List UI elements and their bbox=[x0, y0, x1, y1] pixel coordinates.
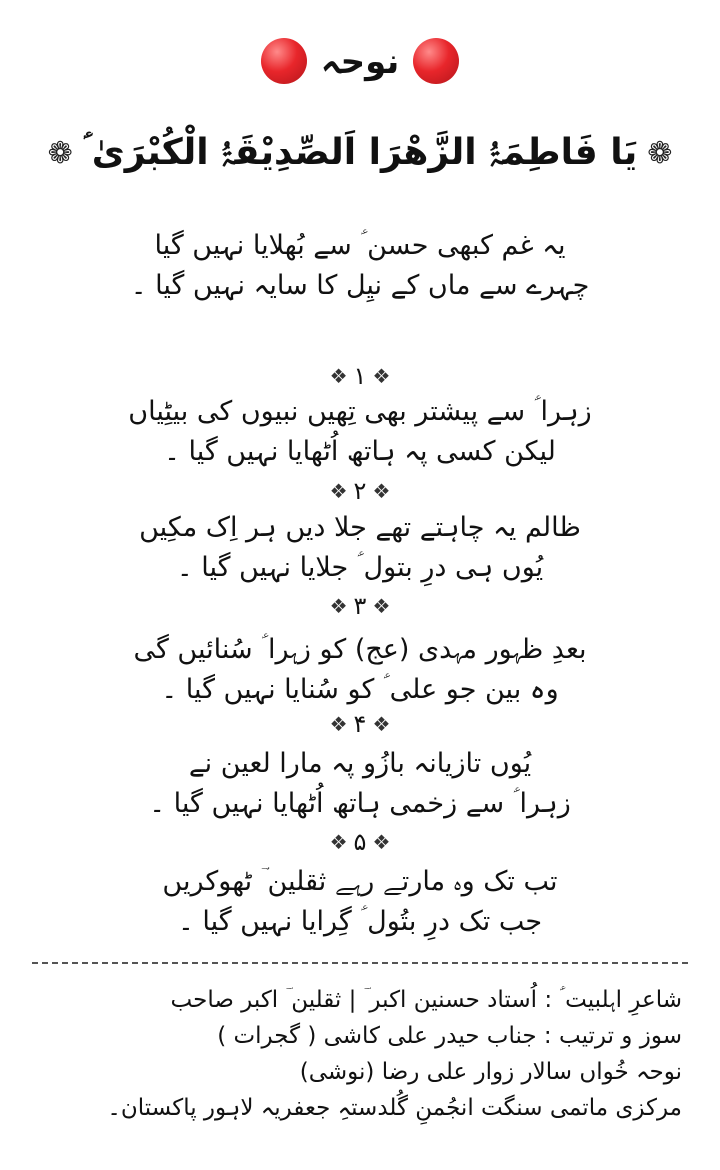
stanza-line: لیکن کسی پہ ہاتھ اُٹھایا نہیں گیا ۔ bbox=[164, 436, 556, 467]
ornament-icon: ❖ bbox=[329, 594, 348, 618]
stanza-number: ۵ bbox=[353, 828, 367, 856]
ornament-icon: ❖ bbox=[372, 830, 391, 854]
refrain-line: یہ غم کبھی حسن ؑ سے بُھلایا نہیں گیا bbox=[154, 230, 566, 261]
title-row bbox=[0, 38, 720, 84]
ornament-icon: ❁ bbox=[47, 135, 73, 171]
stanza-line: بعدِ ظہور مہدی (عج) کو زہرا ؑ سُنائیں گی bbox=[133, 634, 587, 665]
refrain bbox=[0, 226, 720, 306]
credit-organization: مرکزی ماتمی سنگت انجُمنِ گُلدستہِ جعفریہ لاہور پاکستان۔ bbox=[107, 1095, 682, 1121]
stanza-line: تب تک وہ مارتے رہے ثقلین ؔ ٹھوکریں bbox=[162, 866, 558, 897]
page-title: نوحہ bbox=[320, 41, 400, 82]
ornament-icon: ❖ bbox=[329, 712, 348, 736]
dashed-divider bbox=[32, 962, 688, 964]
stanza-marker-2 bbox=[0, 477, 720, 505]
red-circle-icon bbox=[413, 38, 459, 84]
invocation-text: یَا فَاطِمَۃُ الزَّھْرَا اَلصِّدِیْقَۃُ الْکُبْرَیٰ ؑ bbox=[82, 132, 638, 173]
stanza-number: ۲ bbox=[353, 477, 367, 505]
ornament-icon: ❖ bbox=[372, 364, 391, 388]
stanza-marker-3 bbox=[0, 592, 720, 620]
stanza-line: یُوں ہی درِ بتول ؑ جلایا نہیں گیا ۔ bbox=[176, 552, 544, 583]
stanza-1 bbox=[0, 392, 720, 472]
credit-composer: سوز و ترتیب : جناب حیدر علی کاشی ( گجرات ) bbox=[217, 1023, 682, 1049]
stanza-number: ۱ bbox=[353, 362, 367, 390]
credit-reciter: نوحہ خُواں سالار زوار علی رضا (نوشی) bbox=[299, 1059, 682, 1085]
refrain-line: چہرے سے ماں کے نیِل کا سایہ نہیں گیا ۔ bbox=[130, 270, 590, 301]
stanza-number: ۴ bbox=[353, 710, 367, 738]
credit-poet: شاعرِ اہلبیت ؑ : اُستاد حسنین اکبر ؔ | ثقلین ؔ اکبر صاحب bbox=[170, 987, 682, 1013]
stanza-line: زہرا ؑ سے پیشتر بھی تِھیں نبیوں کی بیٹِیاں bbox=[128, 396, 592, 427]
ornament-icon: ❖ bbox=[372, 479, 391, 503]
ornament-icon: ❖ bbox=[329, 364, 348, 388]
red-circle-icon bbox=[261, 38, 307, 84]
stanza-line: یُوں تازیانہ بازُو پہ مارا لعین نے bbox=[188, 748, 532, 779]
stanza-3 bbox=[0, 630, 720, 710]
ornament-icon: ❁ bbox=[647, 135, 673, 171]
stanza-5 bbox=[0, 862, 720, 942]
stanza-line: وہ بین جو علی ؑ کو سُنایا نہیں گیا ۔ bbox=[161, 674, 559, 705]
stanza-line: زہرا ؑ سے زخمی ہاتھ اُٹھایا نہیں گیا ۔ bbox=[149, 788, 571, 819]
stanza-line: جب تک درِ بتُول ؑ گِرایا نہیں گیا ۔ bbox=[177, 906, 543, 937]
invocation-row bbox=[0, 132, 720, 174]
stanza-number: ۳ bbox=[353, 592, 367, 620]
credits-block bbox=[20, 982, 682, 1126]
ornament-icon: ❖ bbox=[329, 479, 348, 503]
ornament-icon: ❖ bbox=[372, 594, 391, 618]
stanza-line: ظالم یہ چاہتے تھے جلا دیں ہر اِک مکِیں bbox=[139, 512, 581, 543]
stanza-2 bbox=[0, 508, 720, 588]
ornament-icon: ❖ bbox=[329, 830, 348, 854]
stanza-marker-4 bbox=[0, 710, 720, 738]
stanza-4 bbox=[0, 744, 720, 824]
stanza-marker-5 bbox=[0, 828, 720, 856]
stanza-marker-1 bbox=[0, 362, 720, 390]
ornament-icon: ❖ bbox=[372, 712, 391, 736]
